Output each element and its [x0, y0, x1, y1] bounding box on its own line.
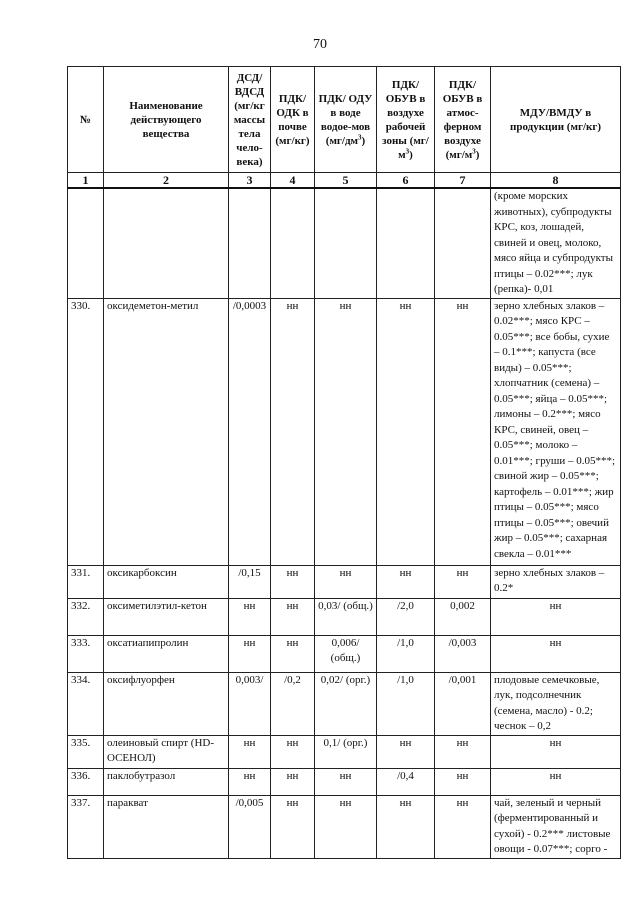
column-number-row — [68, 173, 621, 189]
column-number: 6 — [377, 173, 435, 189]
header-pdk-water: ПДК/ ОДУ в воде водое-мов $(мг/дм^3)$ — [315, 67, 377, 173]
dsd-value: /0,0003 — [229, 298, 271, 565]
dsd-value: нн — [229, 635, 271, 672]
pesticide-table — [67, 66, 621, 859]
substance-name: оксиметилэтил-кетон — [104, 598, 229, 635]
soil-value: нн — [271, 298, 315, 565]
soil-value — [271, 188, 315, 298]
dsd-value: 0,003/ — [229, 672, 271, 735]
water-value: нн — [315, 298, 377, 565]
atm-air-value: /0,001 — [435, 672, 491, 735]
dsd-value — [229, 188, 271, 298]
header-row — [68, 67, 621, 173]
header-no: № — [68, 67, 104, 173]
atm-air-value: нн — [435, 768, 491, 795]
row-number: 333. — [68, 635, 104, 672]
work-air-value: /0,4 — [377, 768, 435, 795]
work-air-value: нн — [377, 298, 435, 565]
mdu-value: плодовые семечковые, лук, подсолнечник (семена, масло) - 0.2; чеснок – 0,2 — [491, 672, 621, 735]
atm-air-value: нн — [435, 298, 491, 565]
table-row — [68, 672, 621, 735]
header-pdk-work: ПДК/ ОБУВ в воздухе рабочей зоны $(мг/м^3)$ — [377, 67, 435, 173]
substance-name: оксидеметон-метил — [104, 298, 229, 565]
column-number: 4 — [271, 173, 315, 189]
column-number: 7 — [435, 173, 491, 189]
soil-value: нн — [271, 795, 315, 858]
substance-name: оксатиапипролин — [104, 635, 229, 672]
water-value: 0,006/ (общ.) — [315, 635, 377, 672]
column-number: 2 — [104, 173, 229, 189]
header-pdk-atm: ПДК/ ОБУВ в атмос-ферном воздухе $(мг/м^3)$ — [435, 67, 491, 173]
dsd-value: /0,15 — [229, 565, 271, 598]
table-row — [68, 565, 621, 598]
atm-air-value: 0,002 — [435, 598, 491, 635]
page-number: 70 — [313, 37, 327, 52]
row-number: 332. — [68, 598, 104, 635]
work-air-value: /2,0 — [377, 598, 435, 635]
column-number: 1 — [68, 173, 104, 189]
table-row — [68, 188, 621, 298]
work-air-value: /1,0 — [377, 672, 435, 735]
substance-name — [104, 188, 229, 298]
work-air-value: нн — [377, 795, 435, 858]
water-value: нн — [315, 795, 377, 858]
dsd-value: нн — [229, 735, 271, 768]
table-row — [68, 795, 621, 858]
work-air-value: нн — [377, 565, 435, 598]
row-number: 336. — [68, 768, 104, 795]
header-pdk-soil: ПДК/ ОДК в почве (мг/кг) — [271, 67, 315, 173]
table-row — [68, 598, 621, 635]
soil-value: нн — [271, 565, 315, 598]
dsd-value: нн — [229, 598, 271, 635]
row-number: 334. — [68, 672, 104, 735]
dsd-value: /0,005 — [229, 795, 271, 858]
table-row — [68, 635, 621, 672]
substance-name: паракват — [104, 795, 229, 858]
water-value: нн — [315, 768, 377, 795]
soil-value: нн — [271, 635, 315, 672]
header-name: Наименование действующего вещества — [104, 67, 229, 173]
work-air-value: /1,0 — [377, 635, 435, 672]
mdu-value: нн — [491, 635, 621, 672]
header-mdu: МДУ/ВМДУ в продукции (мг/кг) — [491, 67, 621, 173]
substance-name: оксифлуорфен — [104, 672, 229, 735]
row-number: 331. — [68, 565, 104, 598]
soil-value: нн — [271, 598, 315, 635]
mdu-value: (кроме морских животных), субпродукты КРС, коз, лошадей, свиней и овец, молоко, мясо яйца и субпродукты птицы – 0.02***; лук (репка)- 0,01 — [491, 188, 621, 298]
header-dsd: ДСД/ ВДСД (мг/кг массы тела чело-века) — [229, 67, 271, 173]
mdu-value: зерно хлебных злаков – 0.2* — [491, 565, 621, 598]
column-number: 3 — [229, 173, 271, 189]
mdu-value: нн — [491, 598, 621, 635]
atm-air-value — [435, 188, 491, 298]
column-number: 8 — [491, 173, 621, 189]
water-value: нн — [315, 565, 377, 598]
soil-value: нн — [271, 768, 315, 795]
work-air-value: нн — [377, 735, 435, 768]
table-row — [68, 735, 621, 768]
atm-air-value: /0,003 — [435, 635, 491, 672]
water-value — [315, 188, 377, 298]
mdu-value: чай, зеленый и черный (ферментированный и сухой) - 0.2*** листовые овощи - 0.07***; сорго - — [491, 795, 621, 858]
table-row — [68, 768, 621, 795]
atm-air-value: нн — [435, 795, 491, 858]
row-number — [68, 188, 104, 298]
soil-value: /0,2 — [271, 672, 315, 735]
row-number: 330. — [68, 298, 104, 565]
row-number: 335. — [68, 735, 104, 768]
water-value: 0,02/ (орг.) — [315, 672, 377, 735]
dsd-value: нн — [229, 768, 271, 795]
work-air-value — [377, 188, 435, 298]
substance-name: олеиновый спирт (HD-ОСЕНОЛ) — [104, 735, 229, 768]
mdu-value: нн — [491, 735, 621, 768]
row-number: 337. — [68, 795, 104, 858]
table-row — [68, 298, 621, 565]
substance-name: паклобутразол — [104, 768, 229, 795]
mdu-value: нн — [491, 768, 621, 795]
water-value: 0,03/ (общ.) — [315, 598, 377, 635]
column-number: 5 — [315, 173, 377, 189]
atm-air-value: нн — [435, 565, 491, 598]
soil-value: нн — [271, 735, 315, 768]
substance-name: оксикарбоксин — [104, 565, 229, 598]
mdu-value: зерно хлебных злаков – 0.02***; мясо КРС – 0.05***; все бобы, сухие – 0.1***; капуста (все виды) – 0.05***; хлопчатник (семена) – 0.05***; яйца – 0.05***; лимоны – 0.2***; мясо КРС, свиней, овец – 0.05***; молоко – 0.01***; груши – 0.05***; свиной жир – 0.05***; картофель – 0.01***; жир птицы – 0.05***; мясо птицы – 0.05***; овечий жир – 0.05***; сахарная свекла – 0.01*** — [491, 298, 621, 565]
atm-air-value: нн — [435, 735, 491, 768]
water-value: 0,1/ (орг.) — [315, 735, 377, 768]
